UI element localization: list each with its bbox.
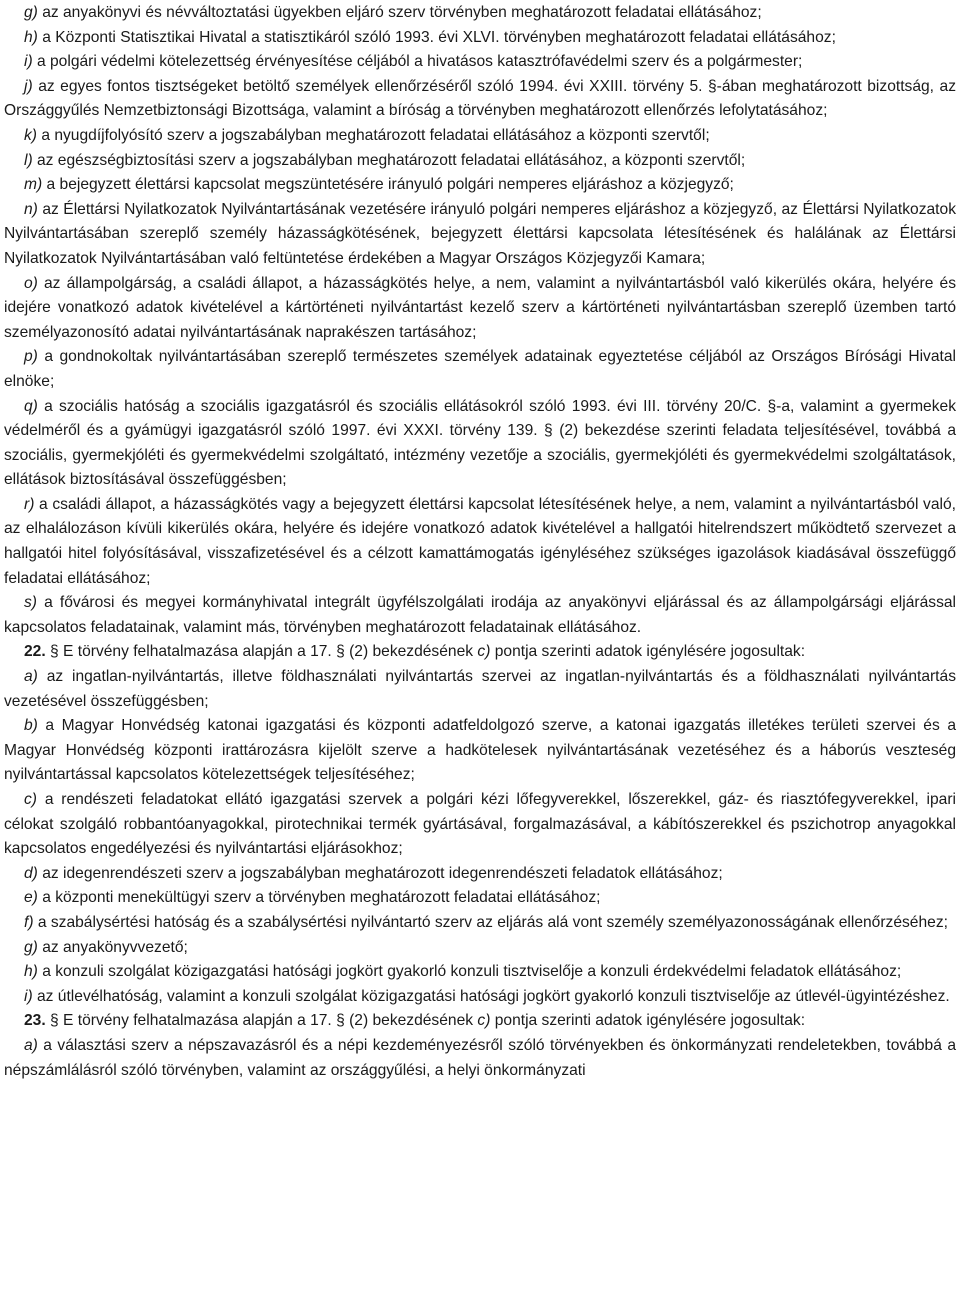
list-item (4, 1, 956, 26)
list-item-text: a nyugdíjfolyósító szerv a jogszabályban meghatározott feladatai ellátásához a központi szervtől; (37, 126, 710, 144)
list-item (4, 788, 956, 862)
list-item (4, 75, 956, 124)
list-item (4, 149, 956, 174)
section-paragraph (4, 1009, 956, 1034)
list-item-text: a szabálysértési hatóság és a szabálysértési nyilvántartó szerv az eljárás alá vont személy személyazonosságának ellenőrzéséhez; (33, 913, 948, 931)
list-item-text: az idegenrendészeti szerv a jogszabályban meghatározott idegenrendészeti feladatok ellátásához; (37, 864, 723, 882)
list-item (4, 886, 956, 911)
list-item (4, 985, 956, 1010)
list-item-text: a Központi Statisztikai Hivatal a statisztikáról szóló 1993. évi XLVI. törvényben meghatározott feladatai ellátásához; (37, 28, 836, 46)
point-reference: c) (477, 643, 491, 661)
section-text: § E törvény felhatalmazása alapján a 17. § (2) bekezdésének (45, 1012, 478, 1030)
list-item-text: az anyakönyvi és névváltoztatási ügyekben eljáró szerv törvényben meghatározott feladatai ellátásához; (37, 4, 762, 21)
section-paragraph (4, 640, 956, 665)
list-item-text: a szociális hatóság a szociális igazgatásról és szociális ellátásokról szóló 1993. évi III. törvény 20/C. §-a, valamint a gyermekek védelméről és a gyámügyi igazgatásról szóló 1997. évi XXXI. törvény 139. § (2) bekezdése szerinti feladata teljesítésével, továbbá a szociális, gyermekjóléti és gyermekvédelmi szolgáltató, intézmény vezetője a szociális, gyermekjóléti és gyermekvédelmi szolgáltatások, ellátások biztosításával összefüggésben; (4, 397, 956, 489)
list-item-label: b) (24, 717, 38, 735)
list-item-label: k) (24, 126, 37, 144)
list-item-text: az Élettársi Nyilatkozatok Nyilvántartásának vezetésére irányuló polgári nemperes eljáráshoz a közjegyző, az Élettársi Nyilatkozatok Nyilvántartásában szereplő személy házasságkötésének, bejegyzett élettársi kapcsolata létesítésének és halálának az Élettársi Nyilatkozatok Nyilvántartásában való feltüntetése érdekében a Magyar Országos Közjegyzői Kamara; (4, 200, 956, 267)
list-item-label: i) (24, 53, 33, 71)
list-item-label: a) (24, 1036, 38, 1054)
list-item-text: a fővárosi és megyei kormányhivatal integrált ügyfélszolgálati irodája az anyakönyvi eljárással és az állampolgársági eljárással kapcsolatos feladatainak, valamint más, törvényben meghatározott feladatainak ellátásához. (4, 594, 956, 636)
list-item-label: l) (24, 151, 33, 169)
section-text-rest: pontja szerinti adatok igénylésére jogosultak: (490, 1012, 806, 1030)
list-item (4, 936, 956, 961)
list-item-text: az útlevélhatóság, valamint a konzuli szolgálat közigazgatási hatósági jogkört gyakorló konzuli tisztviselője az útlevél-ügyintézéshez. (32, 987, 950, 1005)
list-item-label: c) (24, 791, 37, 808)
list-item-label: f) (24, 913, 34, 931)
list-item (4, 960, 956, 985)
section-number: 22. (24, 643, 46, 661)
list-item-text: a bejegyzett élettársi kapcsolat megszüntetésére irányuló polgári nemperes eljáráshoz a közjegyző; (42, 176, 734, 194)
list-item-label: a) (24, 668, 38, 686)
list-item-text: a polgári védelmi kötelezettség érvényesítése céljából a hivatásos katasztrófavédelmi szerv és a polgármester; (32, 53, 803, 71)
section-number: 23. (24, 1012, 46, 1030)
list-item-text: az egyes fontos tisztségeket betöltő személyek ellenőrzéséről szóló 1994. évi XXIII. törvény 5. §-ában meghatározott bizottság, az Országgyűlés Nemzetbiztonsági Bizottsága, valamint a bíróság a törvényben meghatározott ellenőrzés lefolytatásához; (4, 77, 956, 120)
list-item-label: d) (24, 864, 38, 882)
list-item (4, 345, 956, 394)
section-text: § E törvény felhatalmazása alapján a 17. § (2) bekezdésének (45, 643, 478, 661)
list-item-label: j) (24, 77, 33, 95)
list-item (4, 862, 956, 887)
list-item-label: p) (24, 348, 38, 366)
list-item (4, 26, 956, 51)
list-item-label: s) (24, 594, 37, 612)
list-item-label: i) (24, 987, 33, 1005)
list-item (4, 493, 956, 591)
list-item-label: m) (24, 176, 43, 194)
list-item-label: g) (24, 938, 38, 956)
list-item-label: o) (24, 274, 38, 292)
list-item-text: a központi menekültügyi szerv a törvényben meghatározott feladatai ellátásához; (37, 889, 601, 907)
list-item-text: a választási szerv a népszavazásról és a népi kezdeményezésről szóló törvényekben és önkormányzati rendeletekben, továbbá a népszámlálásról szóló törvényben, valamint az országgyűlési, a helyi önkormányzati (4, 1036, 956, 1079)
list-item-text: a családi állapot, a házasságkötés vagy a bejegyzett élettársi kapcsolat létesítésének helye, a nem, valamint a nyilvántartásból való, az elhalálozáson kívüli kikerülés okára, helyére és idejére vonatkozó adatok kivételével a hallgatói hitelrendszert működtető szervezet a hallgatói hitel folyósításával, visszafizetésével és a célzott kamattámogatás igényléséhez szükséges igazolások kiadásával összefüggő feladatai ellátásához; (4, 495, 956, 587)
list-item-text: a Magyar Honvédség katonai igazgatási és központi adatfeldolgozó szerve, a katonai igazgatás illetékes területi szervei és a Magyar Honvédség központi irattározásra kijelölt szerve a hadkötelesek nyilvántartásának vezetéséhez és a háborús veszteség nyilvántartással kapcsolatos kötelezettségek teljesítéséhez; (4, 717, 956, 784)
list-item-label: h) (24, 28, 38, 46)
section-text-rest: pontja szerinti adatok igénylésére jogosultak: (490, 643, 806, 661)
list-item-text: az egészségbiztosítási szerv a jogszabályban meghatározott feladatai ellátásához, a központi szervtől; (32, 151, 746, 169)
list-item (4, 591, 956, 640)
list-item (4, 911, 956, 936)
list-item-text: az anyakönyvvezető; (37, 938, 188, 956)
list-item-label: e) (24, 889, 38, 907)
list-item-label: g) (24, 4, 38, 21)
list-item (4, 395, 956, 493)
list-item (4, 198, 956, 272)
list-item-label: r) (24, 495, 35, 513)
list-item-label: n) (24, 200, 38, 218)
list-item-text: a rendészeti feladatokat ellátó igazgatási szervek a polgári kézi lőfegyverekkel, lőszerekkel, gáz- és riasztófegyverekkel, ipari célokat szolgáló robbantóanyagokkal, pirotechnikai termék gyártásával, forgalmazásával, a kábítószerekkel és pszichotrop anyagokkal kapcsolatos engedélyezési és nyilvántartási eljárásokhoz; (4, 791, 956, 858)
list-item-text: a gondnokoltak nyilvántartásában szereplő természetes személyek adatainak egyeztetése céljából az Országos Bírósági Hivatal elnöke; (4, 348, 956, 390)
list-item (4, 272, 956, 346)
list-item-label: q) (24, 397, 38, 415)
list-item-text: a konzuli szolgálat közigazgatási hatósági jogkört gyakorló konzuli tisztviselője a konzuli érdekvédelmi feladatok ellátásához; (37, 963, 902, 981)
list-item (4, 173, 956, 198)
list-item (4, 124, 956, 149)
list-item-label: h) (24, 963, 38, 981)
point-reference: c) (477, 1012, 491, 1030)
list-item-text: az ingatlan-nyilvántartás, illetve földhasználati nyilvántartás szervei az ingatlan-nyilvántartás és a földhasználati nyilvántartás vezetésével összefüggésben; (4, 668, 956, 710)
list-item-text: az állampolgárság, a családi állapot, a házasságkötés helye, a nem, valamint a nyilvántartásból való kikerülés okára, helyére és idejére vonatkozó adatok kivételével a kártörténeti nyilvántartást kezelő szerv a kártörténeti nyilvántartásban szereplő üzemben tartó személyazonosító adatai nyilvántartásának naprakészen tartásához; (4, 274, 956, 341)
list-item (4, 1034, 956, 1083)
list-item (4, 714, 956, 788)
list-item (4, 50, 956, 75)
list-item (4, 665, 956, 714)
